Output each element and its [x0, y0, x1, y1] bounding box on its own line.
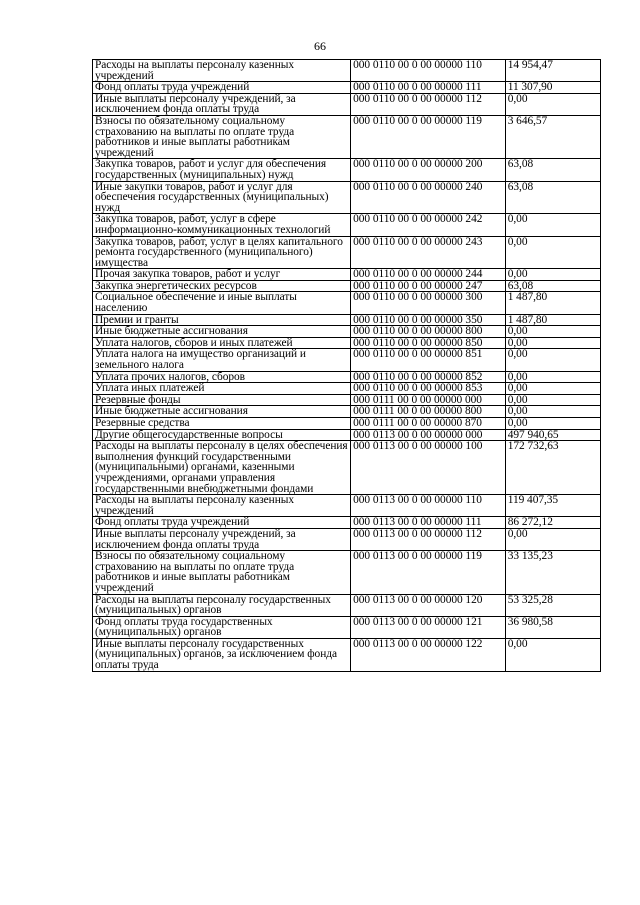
budget-code-cell: 000 0113 00 0 00 00000 120 — [351, 594, 506, 616]
budget-code-cell: 000 0110 00 0 00 00000 242 — [351, 214, 506, 236]
expense-name-cell: Расходы на выплаты персоналу государственных (муниципальных) органов — [93, 594, 351, 616]
table-row — [93, 406, 601, 418]
table-row — [93, 371, 601, 383]
table-row — [93, 93, 601, 115]
expense-name-cell: Взносы по обязательному социальному страхованию на выплаты по оплате труда работников и иные выплаты работникам учреждений — [93, 551, 351, 594]
budget-code-cell: 000 0110 00 0 00 00000 119 — [351, 115, 506, 158]
amount-cell: 0,00 — [505, 394, 600, 406]
budget-code-cell: 000 0110 00 0 00 00000 850 — [351, 337, 506, 349]
budget-code-cell: 000 0110 00 0 00 00000 243 — [351, 236, 506, 269]
expense-name-cell: Взносы по обязательному социальному страхованию на выплаты по оплате труда работников и иные выплаты работникам учреждений — [93, 115, 351, 158]
budget-code-cell: 000 0113 00 0 00 00000 000 — [351, 429, 506, 441]
expense-name-cell: Расходы на выплаты персоналу казенных учреждений — [93, 60, 351, 82]
budget-code-cell: 000 0110 00 0 00 00000 111 — [351, 82, 506, 94]
expense-name-cell: Фонд оплаты труда учреждений — [93, 82, 351, 94]
expense-name-cell: Расходы на выплаты персоналу в целях обеспечения выполнения функций государственными (муниципальными) органами, казенными учреждениями, органами управления государственными внебюджетными фондами — [93, 441, 351, 495]
table-row — [93, 115, 601, 158]
budget-code-cell: 000 0113 00 0 00 00000 121 — [351, 616, 506, 638]
table-row — [93, 441, 601, 495]
amount-cell: 0,00 — [505, 638, 600, 671]
budget-code-cell: 000 0110 00 0 00 00000 247 — [351, 280, 506, 292]
budget-code-cell: 000 0110 00 0 00 00000 800 — [351, 326, 506, 338]
expense-name-cell: Премии и гранты — [93, 314, 351, 326]
amount-cell: 0,00 — [505, 269, 600, 281]
table-row — [93, 394, 601, 406]
table-row — [93, 280, 601, 292]
expense-name-cell: Закупка энергетических ресурсов — [93, 280, 351, 292]
amount-cell: 0,00 — [505, 418, 600, 430]
expense-name-cell: Уплата налога на имущество организаций и земельного налога — [93, 349, 351, 371]
amount-cell: 63,08 — [505, 159, 600, 181]
table-row — [93, 214, 601, 236]
table-row — [93, 638, 601, 671]
amount-cell: 86 272,12 — [505, 517, 600, 529]
page-number: 66 — [314, 39, 326, 53]
amount-cell: 0,00 — [505, 349, 600, 371]
amount-cell: 497 940,65 — [505, 429, 600, 441]
budget-code-cell: 000 0111 00 0 00 00000 800 — [351, 406, 506, 418]
amount-cell: 0,00 — [505, 93, 600, 115]
amount-cell: 53 325,28 — [505, 594, 600, 616]
budget-code-cell: 000 0110 00 0 00 00000 200 — [351, 159, 506, 181]
table-row — [93, 528, 601, 550]
budget-code-cell: 000 0110 00 0 00 00000 350 — [351, 314, 506, 326]
expense-name-cell: Резервные фонды — [93, 394, 351, 406]
expense-name-cell: Иные выплаты персоналу учреждений, за исключением фонда оплаты труда — [93, 93, 351, 115]
table-row — [93, 181, 601, 214]
amount-cell: 36 980,58 — [505, 616, 600, 638]
expense-name-cell: Фонд оплаты труда государственных (муниципальных) органов — [93, 616, 351, 638]
table-row — [93, 383, 601, 395]
budget-code-cell: 000 0113 00 0 00 00000 110 — [351, 495, 506, 517]
expense-name-cell: Иные закупки товаров, работ и услуг для обеспечения государственных (муниципальных) нужд — [93, 181, 351, 214]
amount-cell: 63,08 — [505, 280, 600, 292]
expense-name-cell: Фонд оплаты труда учреждений — [93, 517, 351, 529]
budget-code-cell: 000 0113 00 0 00 00000 119 — [351, 551, 506, 594]
expense-name-cell: Закупка товаров, работ и услуг для обеспечения государственных (муниципальных) нужд — [93, 159, 351, 181]
table-row — [93, 551, 601, 594]
expense-name-cell: Уплата налогов, сборов и иных платежей — [93, 337, 351, 349]
expense-name-cell: Другие общегосударственные вопросы — [93, 429, 351, 441]
amount-cell: 0,00 — [505, 236, 600, 269]
amount-cell: 11 307,90 — [505, 82, 600, 94]
table-row — [93, 60, 601, 82]
table-row — [93, 337, 601, 349]
budget-code-cell: 000 0110 00 0 00 00000 244 — [351, 269, 506, 281]
expense-name-cell: Уплата прочих налогов, сборов — [93, 371, 351, 383]
budget-code-cell: 000 0110 00 0 00 00000 300 — [351, 292, 506, 314]
amount-cell: 63,08 — [505, 181, 600, 214]
budget-table — [92, 59, 601, 672]
table-row — [93, 418, 601, 430]
budget-code-cell: 000 0110 00 0 00 00000 240 — [351, 181, 506, 214]
amount-cell: 119 407,35 — [505, 495, 600, 517]
expense-name-cell: Социальное обеспечение и иные выплаты населению — [93, 292, 351, 314]
budget-code-cell: 000 0111 00 0 00 00000 000 — [351, 394, 506, 406]
table-row — [93, 236, 601, 269]
table-row — [93, 269, 601, 281]
budget-code-cell: 000 0113 00 0 00 00000 100 — [351, 441, 506, 495]
budget-code-cell: 000 0113 00 0 00 00000 112 — [351, 528, 506, 550]
table-row — [93, 292, 601, 314]
expense-name-cell: Прочая закупка товаров, работ и услуг — [93, 269, 351, 281]
table-row — [93, 517, 601, 529]
table-row — [93, 429, 601, 441]
expense-name-cell: Закупка товаров, работ, услуг в целях капитального ремонта государственного (муниципального) имущества — [93, 236, 351, 269]
amount-cell: 0,00 — [505, 337, 600, 349]
amount-cell: 33 135,23 — [505, 551, 600, 594]
amount-cell: 172 732,63 — [505, 441, 600, 495]
budget-code-cell: 000 0110 00 0 00 00000 112 — [351, 93, 506, 115]
expense-name-cell: Уплата иных платежей — [93, 383, 351, 395]
expense-name-cell: Иные бюджетные ассигнования — [93, 406, 351, 418]
expense-name-cell: Иные выплаты персоналу учреждений, за исключением фонда оплаты труда — [93, 528, 351, 550]
amount-cell: 0,00 — [505, 383, 600, 395]
expense-name-cell: Иные выплаты персоналу государственных (муниципальных) органов, за исключением фонда оплаты труда — [93, 638, 351, 671]
amount-cell: 0,00 — [505, 406, 600, 418]
table-row — [93, 349, 601, 371]
table-row — [93, 326, 601, 338]
table-body — [93, 60, 601, 672]
amount-cell: 0,00 — [505, 326, 600, 338]
table-row — [93, 82, 601, 94]
expense-name-cell: Иные бюджетные ассигнования — [93, 326, 351, 338]
budget-code-cell: 000 0113 00 0 00 00000 122 — [351, 638, 506, 671]
budget-code-cell: 000 0110 00 0 00 00000 851 — [351, 349, 506, 371]
amount-cell: 3 646,57 — [505, 115, 600, 158]
amount-cell: 0,00 — [505, 528, 600, 550]
table-row — [93, 616, 601, 638]
table-row — [93, 594, 601, 616]
budget-code-cell: 000 0110 00 0 00 00000 853 — [351, 383, 506, 395]
expense-name-cell: Резервные средства — [93, 418, 351, 430]
amount-cell: 1 487,80 — [505, 292, 600, 314]
amount-cell: 14 954,47 — [505, 60, 600, 82]
amount-cell: 0,00 — [505, 371, 600, 383]
budget-code-cell: 000 0111 00 0 00 00000 870 — [351, 418, 506, 430]
budget-code-cell: 000 0110 00 0 00 00000 110 — [351, 60, 506, 82]
expense-name-cell: Расходы на выплаты персоналу казенных учреждений — [93, 495, 351, 517]
expense-name-cell: Закупка товаров, работ, услуг в сфере информационно-коммуникационных технологий — [93, 214, 351, 236]
amount-cell: 0,00 — [505, 214, 600, 236]
budget-code-cell: 000 0110 00 0 00 00000 852 — [351, 371, 506, 383]
amount-cell: 1 487,80 — [505, 314, 600, 326]
budget-code-cell: 000 0113 00 0 00 00000 111 — [351, 517, 506, 529]
table-row — [93, 159, 601, 181]
table-row — [93, 495, 601, 517]
table-row — [93, 314, 601, 326]
